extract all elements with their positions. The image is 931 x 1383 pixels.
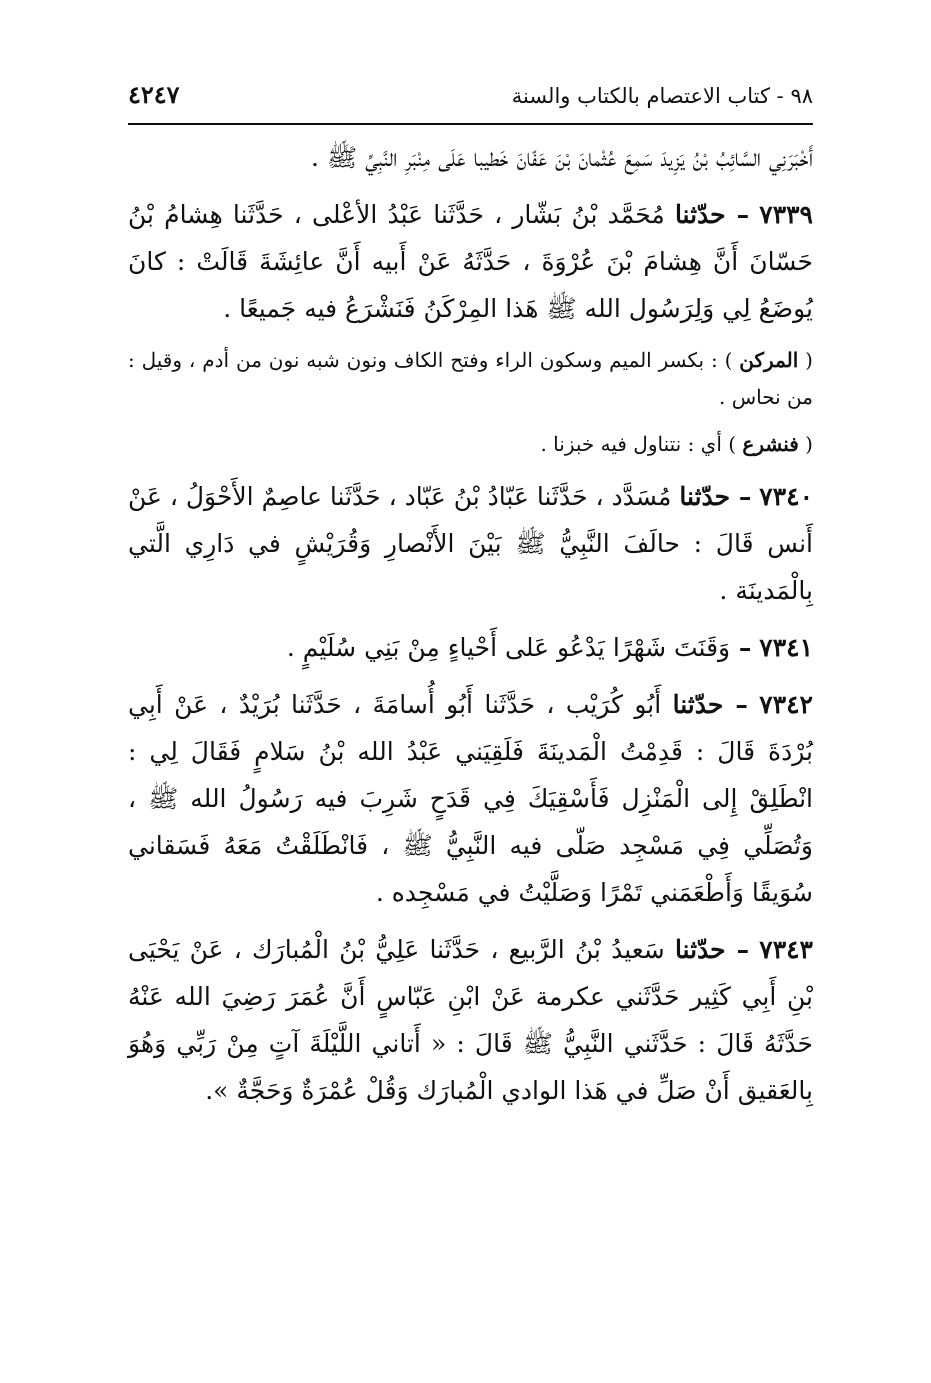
- hadith-dash: –: [725, 200, 750, 229]
- hadith-7341: [128, 624, 813, 671]
- hadith-number: ٧٣٤١: [759, 633, 813, 662]
- hadith-text: أَخْبَرَنِي السَّائِبُ بْنُ يَزِيدَ سَمِعَ عُثْمانَ بْنَ عَفّانَ خَطيبا عَلَى مِنْبَرِ النَّبِيِّ ﷺ .: [311, 143, 813, 172]
- hadith-text: أَبُو كُرَيْب ، حَدَّثَنا أَبُو أُسامَةَ ، حَدَّثَنا بُرَيْدٌ ، عَنْ أَبِي بُرْدَةَ قَالَ : قَدِمْتُ الْمَدينَةَ فَلَقِيَني عَبْدُ الله بْنُ سَلامٍ فَقَالَ لِي : انْطَلِقْ إِلى الْمَنْزِل فَأَسْقِيَكَ فِي قَدَحٍ شَرِبَ فيه رَسُولُ الله ﷺ ، وَتُصَلِّي فِي مَسْجِد صَلّى فيه النَّبِيُّ ﷺ ، فَانْطَلَقْتُ مَعَهُ فَسَقاني سُوَيقًا وَأَطْعَمَني تَمْرًا وَصَلَّيْتُ في مَسْجِده .: [128, 690, 813, 907]
- gloss-note: ( فنشرع ) أي : نتناول فيه خبزنا .: [540, 432, 813, 456]
- hadith-dash: –: [730, 482, 752, 511]
- hadith-dash: –: [730, 633, 752, 662]
- hadith-lead: حدّثنا: [672, 690, 724, 719]
- hadith-continuation: [128, 134, 813, 181]
- page-number: ٤٢٤٧: [128, 80, 180, 109]
- hadith-dash: –: [725, 935, 750, 964]
- running-header: [128, 80, 813, 120]
- hadith-number: ٧٣٤٢: [759, 690, 813, 719]
- hadith-7340: [128, 473, 813, 614]
- hadith-text: مُحَمَّد بْنُ بَشّار ، حَدَّثَنا عَبْدُ الأعْلى ، حَدَّثَنا هِشامُ بْنُ حَسّانَ أَنَّ هِشامَ بْنَ عُرْوَةَ ، حَدَّثَهُ عَنْ أَبيه أَنَّ عائِشَةَ قَالَتْ : كانَ يُوضَعُ لِي وَلِرَسُول الله ﷺ هَذا المِرْكَنُ فَنَشْرَعُ فيه جَميعًا .: [128, 200, 813, 323]
- chapter-title: ٩٨ - كتاب الاعتصام بالكتاب والسنة: [511, 84, 813, 108]
- hadith-7343: [128, 926, 813, 1114]
- hadith-number: ٧٣٤٣: [759, 935, 813, 964]
- gloss-term: فنشرع: [742, 432, 799, 456]
- hadith-7342: [128, 681, 813, 916]
- hadith-number: ٧٣٤٠: [759, 482, 813, 511]
- header-rule: [128, 123, 813, 125]
- hadith-lead: حدّثنا: [674, 935, 726, 964]
- hadith-lead: حدّثنا: [674, 200, 726, 229]
- hadith-number: ٧٣٣٩: [759, 200, 813, 229]
- document-page: [127, 80, 813, 1105]
- hadith-text: وَقَنَتَ شَهْرًا يَدْعُو عَلى أَحْياءٍ مِنْ بَنِي سُلَيْمٍ .: [286, 633, 731, 662]
- hadith-7339: [128, 191, 813, 332]
- hadith-text: مُسَدَّد ، حَدَّثَنا عَبّادُ بْنُ عَبّاد ، حَدَّثَنا عاصِمٌ الأَحْوَلُ ، عَنْ أَنس قَالَ : حالَفَ النَّبِيُّ ﷺ بَيْنَ الأَنْصارِ وَقُرَيْشٍ في دَارِي الَّتي بِالْمَدينَة .: [127, 482, 813, 605]
- hadith-dash: –: [723, 690, 748, 719]
- gloss-text: بكسر الميم وسكون الراء وفتح الكاف ونون شبه نون من أدم ، وقيل : من نحاس .: [128, 348, 813, 409]
- gloss-text: أي : نتناول فيه خبزنا .: [540, 432, 722, 456]
- gloss-note: ( المركن ) : بكسر الميم وسكون الراء وفتح الكاف ونون شبه نون من أدم ، وقيل : من نحاس .: [128, 348, 813, 409]
- gloss-term: المركن: [739, 348, 799, 372]
- page-body: [128, 134, 813, 1114]
- hadith-text: سَعيدُ بْنُ الرَّبيع ، حَدَّثَنا عَلِيُّ بْنُ الْمُبارَك ، عَنْ يَحْيَى بْنِ أَبِي كَثِير حَدَّثَني عكرمة عَنْ ابْنِ عَبّاسٍ أَنَّ عُمَرَ رَضِيَ الله عَنْهُ حَدَّثَهُ قَالَ : حَدَّثَني النَّبِيُّ ﷺ قَالَ : « أَتاني اللَّيْلَةَ آتٍ مِنْ رَبِّي وَهُوَ بِالعَقيق أَنْ صَلِّ في هَذا الوادي الْمُبارَك وَقُلْ عُمْرَةٌ وَحَجَّةٌ ».: [128, 935, 813, 1105]
- hadith-lead: حدّثنا: [679, 482, 731, 511]
